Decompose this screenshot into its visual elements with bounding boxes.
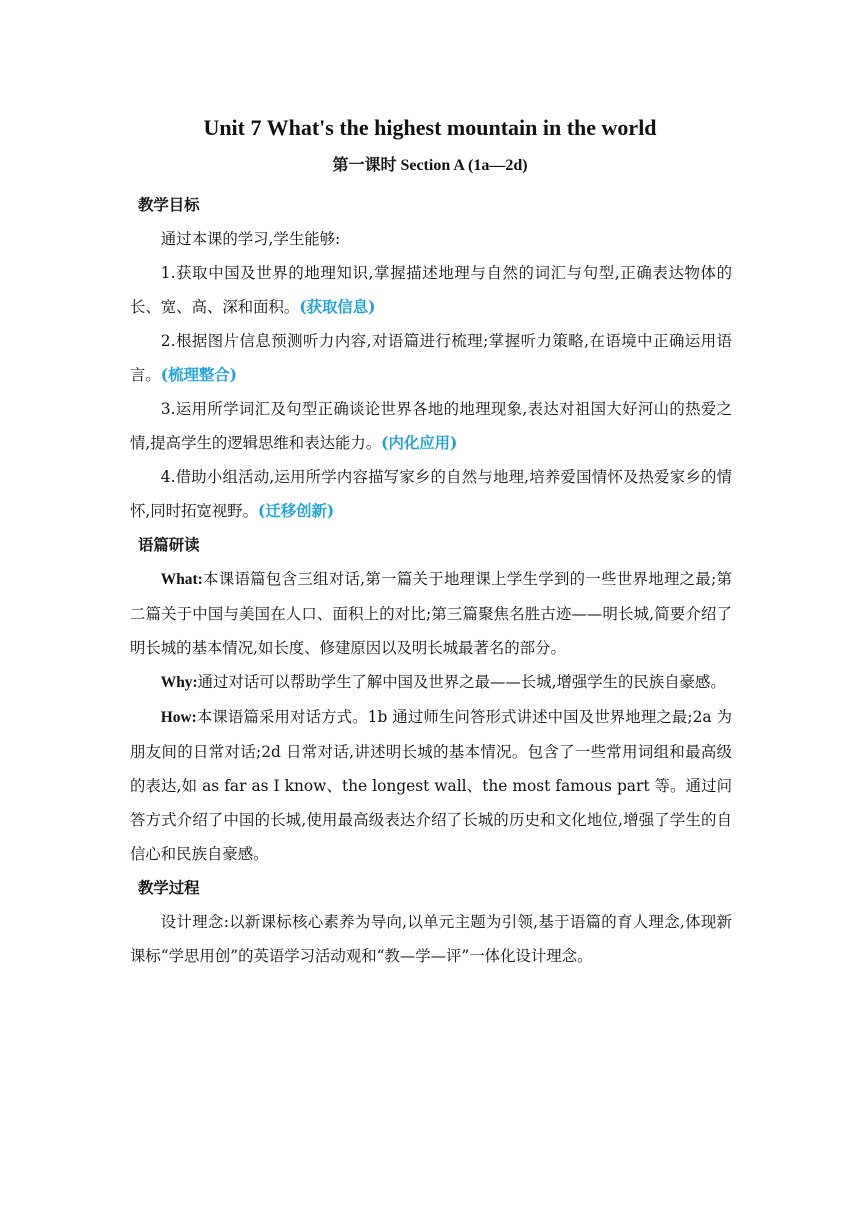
analysis-how [130, 700, 732, 871]
objective-item [130, 256, 732, 324]
objective-text: 4.借助小组活动,运用所学内容描写家乡的自然与地理,培养爱国情怀及热爱家乡的情怀,同时拓宽视野。 [130, 468, 732, 520]
why-text: 通过对话可以帮助学生了解中国及世界之最——长城,增强学生的民族自豪感。 [197, 673, 726, 691]
objective-item [130, 392, 732, 460]
why-label: Why: [160, 674, 198, 691]
analysis-why [130, 665, 732, 700]
objective-tag: (梳理整合) [160, 366, 237, 384]
objectives-intro: 通过本课的学习,学生能够: [160, 230, 341, 248]
lesson-subtitle: 第一课时 Section A (1a—2d) [332, 157, 528, 174]
objectives-heading: 教学目标 [138, 196, 200, 214]
what-label: What: [160, 571, 203, 588]
objective-text: 3.运用所学词汇及句型正确谈论世界各地的地理现象,表达对祖国大好河山的热爱之情,提高学生的逻辑思维和表达能力。 [130, 400, 732, 452]
objective-tag: (内化应用) [381, 434, 458, 452]
objective-item [130, 324, 732, 392]
document-title: Unit 7 What's the highest mountain in the world [203, 115, 657, 140]
objective-text: 1.获取中国及世界的地理知识,掌握描述地理与自然的词汇与句型,正确表达物体的长、宽、高、深和面积。 [130, 264, 732, 316]
objective-item [130, 460, 732, 528]
analysis-what [130, 562, 732, 665]
objective-tag: (迁移创新) [258, 502, 335, 520]
what-text: 本课语篇包含三组对话,第一篇关于地理课上学生学到的一些世界地理之最;第二篇关于中国与美国在人口、面积上的对比;第三篇聚焦名胜古迹——明长城,简要介绍了明长城的基本情况,如长度、修建原因以及明长城最著名的部分。 [130, 570, 732, 657]
objective-text: 2.根据图片信息预测听力内容,对语篇进行梳理;掌握听力策略,在语境中正确运用语言。 [130, 332, 732, 384]
objective-tag: (获取信息) [299, 298, 376, 316]
process-text: 设计理念:以新课标核心素养为导向,以单元主题为引领,基于语篇的育人理念,体现新课标“学思用创”的英语学习活动观和“教—学—评”一体化设计理念。 [130, 913, 732, 965]
process-heading: 教学过程 [138, 879, 200, 897]
how-label: How: [160, 709, 197, 726]
how-text: 本课语篇采用对话方式。1b 通过师生问答形式讲述中国及世界地理之最;2a 为朋友间的日常对话;2d 日常对话,讲述明长城的基本情况。包含了一些常用词组和最高级的表达,如 as far as I know、the longest wall、the most famous part 等。通过问答方式介绍了中国的长城,使用最高级表达介绍了长城的历史和文化地位,增强了学生的自信心和民族自豪感。 [130, 708, 732, 863]
document-body [130, 188, 732, 973]
analysis-heading: 语篇研读 [138, 536, 200, 554]
